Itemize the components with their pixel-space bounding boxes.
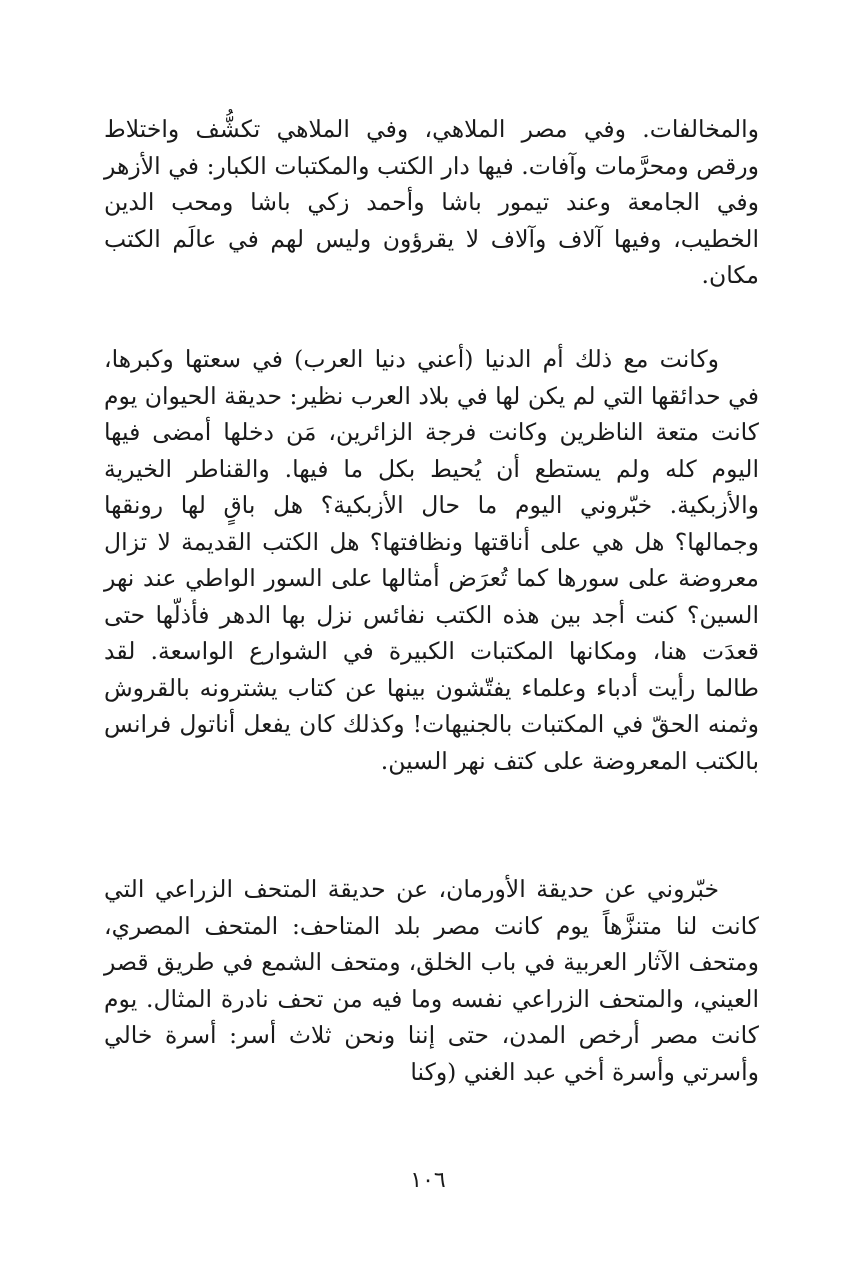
paragraph-1-text: والمخالفات. وفي مصر الملاهي، وفي الملاهي تكشُّف واختلاط ورقص ومحرَّمات وآفات. فيها دار الكتب والمكتبات الكبار: في الأزهر وفي الجامعة وعند تيمور باشا وأحمد زكي باشا ومحب الدين الخطيب، وفيها آلاف وآلاف لا يقرؤون وليس لهم في عالَم الكتب مكان. [104,115,759,289]
paragraph-2-text: وكانت مع ذلك أم الدنيا (أعني دنيا العرب) في سعتها وكبرها، في حدائقها التي لم يكن لها في بلاد العرب نظير: حديقة الحيوان يوم كانت متعة الناظرين وكانت فرجة الزائرين، مَن دخلها أمضى فيها اليوم كله ولم يستطع أن يُحيط بكل ما فيها. والقناطر الخيرية والأزبكية. خبّروني اليوم ما حال الأزبكية؟ هل باقٍ لها رونقها وجمالها؟ هل هي على أناقتها ونظافتها؟ هل الكتب القديمة لا تزال معروضة على سورها كما تُعرَض أمثالها على السور الواطي عند نهر السين؟ كنت أجد بين هذه الكتب نفائس نزل بها الدهر فأذلّها حتى قعدَت هنا، ومكانها المكتبات الكبيرة في الشوارع الواسعة. لقد طالما رأيت أدباء وعلماء يفتّشون بينها عن كتاب يشترونه بالقروش وثمنه الحقّ في المكتبات بالجنيهات! وكذلك كان يفعل أناتول فرانس بالكتب المعروضة على كتف نهر السين. [104,345,759,775]
paragraph-1 [104,111,759,294]
page-number: ١٠٦ [410,1168,446,1193]
paragraph-2 [104,341,759,779]
paragraph-3 [104,871,759,1090]
paragraph-3-text: خبّروني عن حديقة الأورمان، عن حديقة المتحف الزراعي التي كانت لنا متنزَّهاً يوم كانت مصر بلد المتاحف: المتحف المصري، ومتحف الآثار العربية في باب الخلق، ومتحف الشمع في طريق قصر العيني، والمتحف الزراعي نفسه وما فيه من تحف نادرة المثال. يوم كانت مصر أرخص المدن، حتى إننا ونحن ثلاث أسر: أسرة خالي وأسرتي وأسرة أخي عبد الغني (وكنا [104,875,759,1086]
